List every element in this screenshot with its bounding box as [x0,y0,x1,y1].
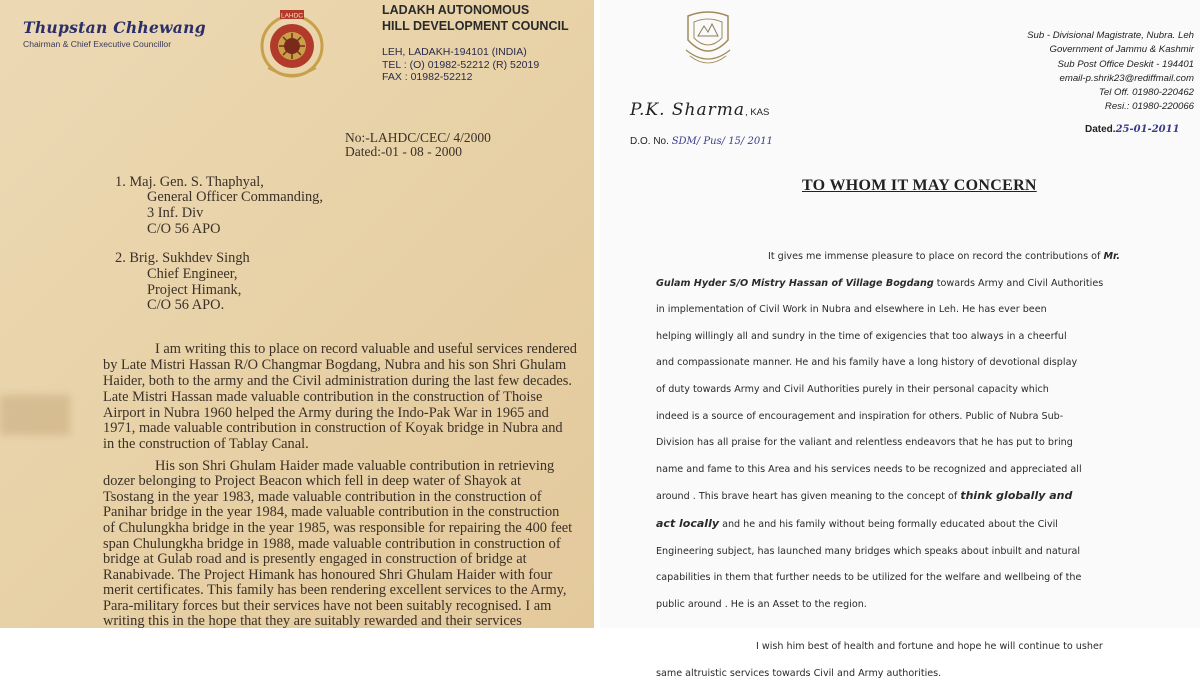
office-address-block [1027,29,1194,115]
body-line: of duty towards Army and Civil Authorities purely in their personal capacity which [656,383,1049,395]
body-emphasis: think globally and [960,489,1073,503]
paper-stain [0,395,70,435]
lahdc-seal-logo [258,8,326,85]
addressee2-line3: Project Himank, [147,282,242,298]
para1-line: Late Mistri Hassan made valuable contribution in the construction of Thoise [103,389,543,405]
office-line: Resi.: 01980-220066 [1104,101,1194,113]
office-line: Sub - Divisional Magistrate, Nubra. Leh [1027,30,1194,41]
para1-line: by Late Mistri Hassan R/O Changmar Bogdang, Nubra and his son Shri Ghulam [103,357,567,373]
office-line: Tel Off. 01980-220462 [1098,87,1194,99]
body-line: public around . He is an Asset to the region. [656,598,867,610]
letter-date [1085,124,1180,135]
sdm-nubra-letter [600,0,1200,679]
para2-line: Ranabivade. The Project Himank has honoured Shri Ghulam Haider with four [103,567,553,583]
letter-body [656,244,1196,688]
office-line: Sub Post Office Deskit - 194401 [1057,58,1194,70]
para1-line: in the construction of Tablay Canal. [103,436,309,452]
seal-text: LAHDC [280,12,304,20]
body-line: capabilities in them that further needs to be utilized for the welfare and wellbeing of the [656,572,1082,584]
body-line: Division has all praise for the valiant and relentless endeavors that he has put to bring [656,437,1073,449]
signature-name: Thupstan Chhewang [23,18,206,37]
body-line: and compassionate manner. He and his family have a long history of devotional display [656,357,1078,369]
do-label: D.O. No. [630,136,669,147]
addressee2-line2: Chief Engineer, [147,266,238,282]
para2-line: writing this in the hope that they are suitably rewarded and their services [103,613,522,629]
org-fax: FAX : 01982-52212 [382,71,473,83]
body-text: around . This brave heart has given meaning to the concept of [656,491,961,503]
body-text: towards Army and Civil Authorities [933,277,1104,289]
addressee1-line3: 3 Inf. Div [147,205,204,221]
org-name-line2: HILL DEVELOPMENT COUNCIL [382,19,569,33]
addressee1-line2: General Officer Commanding, [147,189,323,205]
letter-heading: TO WHOM IT MAY CONCERN [802,177,1037,194]
body-line [656,244,1196,271]
body-emphasis: Gulam Hyder S/O Mistry Hassan of Village Bogdang [656,277,934,289]
signatory-name: P.K. Sharma, KAS [630,100,770,120]
body-line: indeed is a source of encouragement and inspiration for others. Public of Nubra Sub- [656,410,1064,422]
para1-line: Airport in Nubra 1960 helped the Army during the Indo-Pak War in 1965 and [103,405,549,421]
para2-line: span Chulungkha bridge in 1988, made valuable contribution in construction of [103,536,561,552]
para2-line: Panihar bridge in the year 1984, made valuable contribution in the construction [103,504,560,520]
do-value: SDM/ Pus/ 15/ 2011 [671,136,773,147]
body-emphasis: act locally [656,516,720,530]
dated-label: Dated. [1085,124,1116,135]
addressee2-line4: C/O 56 APO. [147,297,225,313]
body-line: Engineering subject, has launched many bridges which speaks about inbuilt and natural [656,545,1081,557]
body-line: name and fame to this Area and his services needs to be recognized and appreciated all [656,463,1082,475]
body-line: I wish him best of health and fortune and hope he will continue to usher [756,641,1103,653]
body-emphasis: Mr. [1103,251,1120,262]
body-line [656,511,1196,539]
office-line: email-p.shrik23@rediffmail.com [1059,72,1194,84]
para2-line: dozer belonging to Project Beacon which fell in deep water of Shayok at [103,473,521,489]
body-line: same altruistic services towards Civil and Army authorities. [656,667,942,679]
addressee1-line1: 1. Maj. Gen. S. Thaphyal, [115,174,264,190]
para2-line: of Chulungkha bridge in the year 1985, was responsible for repairing the 400 feet [103,520,573,536]
do-number [630,136,773,147]
state-emblem-logo [680,10,736,73]
para1-line: 1971, made valuable contribution in construction of Koyak bridge in Nubra and [103,420,563,436]
office-line: Government of Jammu & Kashmir [1049,44,1194,56]
para1-line: I am writing this to place on record valuable and useful services rendered [155,341,577,357]
body-text: It gives me immense pleasure to place on record the contributions of [768,251,1104,262]
body-text: and he and his family without being formally educated about the Civil [719,518,1058,530]
body-line: in implementation of Civil Work in Nubra and elsewhere in Leh. He has ever been [656,304,1047,316]
org-name-line1: LADAKH AUTONOMOUS [382,3,530,17]
org-telephone: TEL : (O) 01982-52212 (R) 52019 [382,59,540,71]
signatory-suffix: KAS [750,107,770,118]
org-name [382,2,569,34]
body-line [656,271,1196,298]
signatory-title: Chairman & Chief Executive Councillor [23,39,172,49]
para2-line: bridge at Gulab road and is presently engaged in construction of bridge at [103,551,527,567]
body-line [656,483,1196,511]
addressee1-line4: C/O 56 APO [147,221,221,237]
para2-line: Para-military forces but their services have not been suitably recognised. I am [103,598,552,614]
para2-line: His son Shri Ghulam Haider made valuable contribution in retrieving [155,458,555,474]
para1-line: Haider, both to the army and the Civil administration during the last few decades. [103,373,572,389]
body-line: helping willingly all and sundry in the time of exigencies that too always in a cheerful [656,330,1067,342]
reference-number: No:-LAHDC/CEC/ 4/2000 [345,130,491,145]
letter-date: Dated:-01 - 08 - 2000 [345,144,462,159]
org-address: LEH, LADAKH-194101 (INDIA) [382,46,527,58]
lahdc-letter [0,0,594,628]
addressee2-line1: 2. Brig. Sukhdev Singh [115,250,250,266]
dated-value: 25-01-2011 [1115,124,1180,135]
para2-line: Tsostang in the year 1983, made valuable contribution in the construction of [103,489,542,505]
para2-line: merit certificates. This family has been rendering excellent services to the Army, [103,582,567,598]
signatory-name-text: P.K. Sharma [630,100,746,120]
